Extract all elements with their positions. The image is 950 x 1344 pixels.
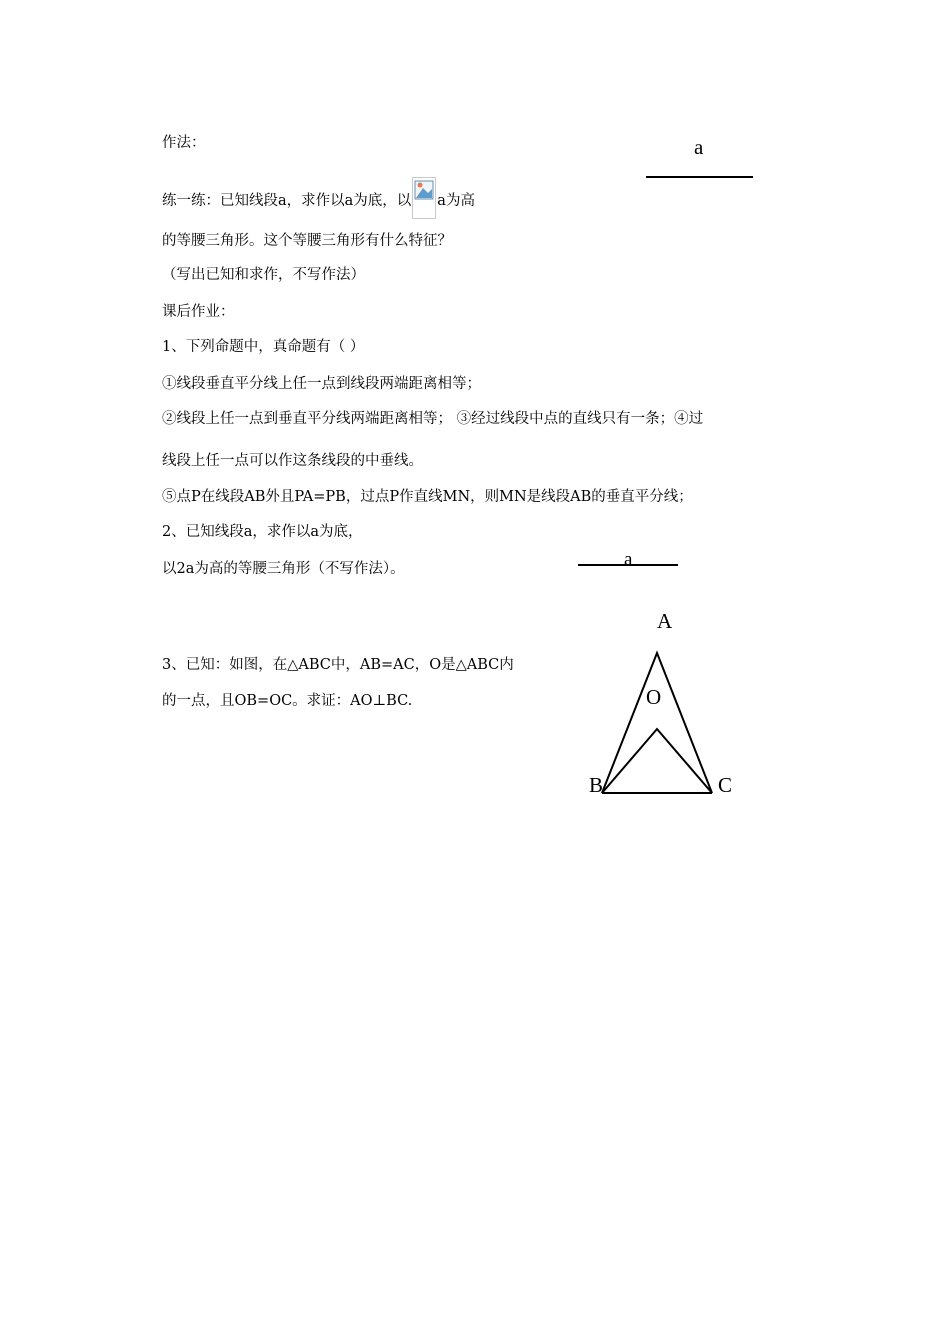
q3-line-1: 3、已知：如图，在△ABC中，AB=AC，O是△ABC内 [162, 657, 514, 673]
practice-text-part1: 练一练：已知线段a，求作以a为底，以 [162, 193, 412, 209]
q2-line-1: 2、已知线段a，求作以a为底， [162, 524, 363, 540]
practice-line-3: （写出已知和求作，不写作法） [162, 267, 365, 283]
q1-option-1: ①线段垂直平分线上任一点到线段两端距离相等； [162, 376, 481, 392]
practice-text-part2: a为高 [437, 193, 475, 209]
practice-line-1 [162, 177, 475, 219]
point-label-o: O [646, 685, 662, 709]
segment-a-label: a [694, 135, 704, 159]
broken-image-icon [412, 177, 436, 219]
homework-title: 课后作业： [162, 304, 235, 320]
q2-segment-label: a [624, 549, 633, 570]
method-label: 作法： [162, 135, 206, 151]
q1-stem: 1、下列命题中，真命题有（ ） [162, 339, 365, 355]
q2-line-2: 以2a为高的等腰三角形（不写作法）。 [162, 561, 405, 577]
triangle-abc-sides [602, 653, 712, 793]
q1-option-4-cont: 线段上任一点可以作这条线段的中垂线。 [162, 453, 423, 469]
q2-segment [578, 564, 678, 566]
vertex-label-a: A [657, 609, 673, 633]
q3-line-2: 的一点，且OB=OC。求证：AO⊥BC. [162, 693, 413, 709]
segment-a [646, 176, 753, 178]
vertex-label-c: C [718, 773, 733, 797]
practice-line-2: 的等腰三角形。这个等腰三角形有什么特征？ [162, 233, 452, 249]
q1-option-5: ⑤点P在线段AB外且PA=PB，过点P作直线MN，则MN是线段AB的垂直平分线； [162, 489, 693, 505]
inner-triangle-obc [602, 729, 712, 793]
q1-option-2-4: ②线段上任一点到垂直平分线两端距离相等； ③经过线段中点的直线只有一条；④过 [162, 411, 704, 427]
vertex-label-b: B [589, 773, 604, 797]
